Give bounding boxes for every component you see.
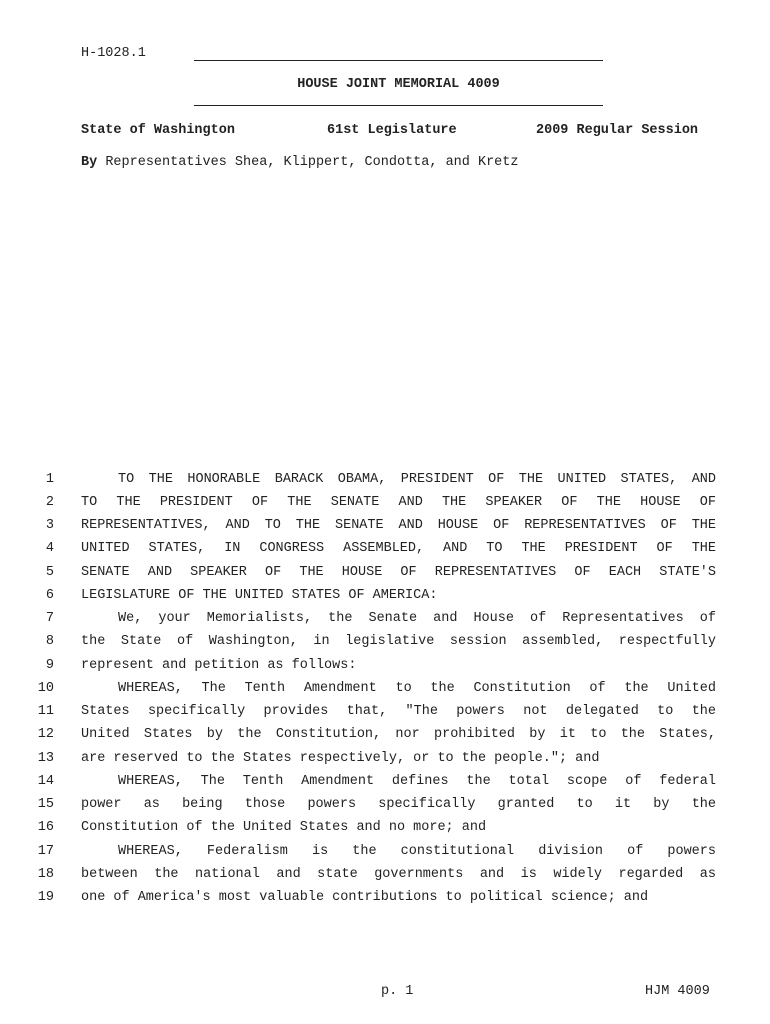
body-line: represent and petition as follows: xyxy=(81,658,357,673)
body-line: Constitution of the United States and no more; and xyxy=(81,820,487,835)
body-line: the State of Washington, in legislative session assembled, respectfully xyxy=(81,634,716,649)
header-rule-bottom xyxy=(194,105,603,106)
document-title: HOUSE JOINT MEMORIAL 4009 xyxy=(297,77,500,92)
session-label: 2009 Regular Session xyxy=(536,123,699,138)
line-number: 4 xyxy=(45,541,54,556)
body-line: We, your Memorialists, the Senate and House of Representatives of xyxy=(118,611,716,626)
header-rule-top xyxy=(194,60,603,61)
legislature-label: 61st Legislature xyxy=(327,123,457,138)
body-line: WHEREAS, Federalism is the constitutional division of powers xyxy=(118,844,716,859)
line-number: 18 xyxy=(37,867,54,882)
footer-doc-id: HJM 4009 xyxy=(645,984,710,999)
body-line: LEGISLATURE OF THE UNITED STATES OF AMERICA: xyxy=(81,588,438,603)
body-line: TO THE HONORABLE BARACK OBAMA, PRESIDENT OF THE UNITED STATES, AND xyxy=(118,472,716,487)
body-line: power as being those powers specifically granted to it by the xyxy=(81,797,716,812)
line-number: 2 xyxy=(45,495,54,510)
body-line: WHEREAS, The Tenth Amendment to the Constitution of the United xyxy=(118,681,716,696)
line-number: 16 xyxy=(37,820,54,835)
body-line: between the national and state governments and is widely regarded as xyxy=(81,867,716,882)
body-line: States specifically provides that, "The powers not delegated to the xyxy=(81,704,716,719)
line-number: 12 xyxy=(37,727,54,742)
state-label: State of Washington xyxy=(81,123,235,138)
line-number: 19 xyxy=(37,890,54,905)
line-number: 8 xyxy=(45,634,54,649)
body-line: REPRESENTATIVES, AND TO THE SENATE AND HOUSE OF REPRESENTATIVES OF THE xyxy=(81,518,716,533)
line-number: 14 xyxy=(37,774,54,789)
line-number: 15 xyxy=(37,797,54,812)
body-line: WHEREAS, The Tenth Amendment defines the total scope of federal xyxy=(118,774,716,789)
line-number: 1 xyxy=(45,472,54,487)
line-number: 10 xyxy=(37,681,54,696)
sponsors: Representatives Shea, Klippert, Condotta, and Kretz xyxy=(105,155,519,170)
body-line: SENATE AND SPEAKER OF THE HOUSE OF REPRESENTATIVES OF EACH STATE'S xyxy=(81,565,716,580)
line-number: 9 xyxy=(45,658,54,673)
body-line: United States by the Constitution, nor prohibited by it to the States, xyxy=(81,727,716,742)
body-line: one of America's most valuable contributions to political science; and xyxy=(81,890,649,905)
line-number: 17 xyxy=(37,844,54,859)
line-number: 6 xyxy=(45,588,54,603)
body-line: UNITED STATES, IN CONGRESS ASSEMBLED, AND TO THE PRESIDENT OF THE xyxy=(81,541,716,556)
line-number: 3 xyxy=(45,518,54,533)
sponsors-line xyxy=(81,155,518,170)
body-line: TO THE PRESIDENT OF THE SENATE AND THE SPEAKER OF THE HOUSE OF xyxy=(81,495,716,510)
line-number: 13 xyxy=(37,751,54,766)
bill-code: H-1028.1 xyxy=(81,46,146,61)
line-number: 7 xyxy=(45,611,54,626)
page-number: p. 1 xyxy=(381,984,414,999)
line-number: 5 xyxy=(45,565,54,580)
by-label: By xyxy=(81,155,98,170)
body-line: are reserved to the States respectively, or to the people."; and xyxy=(81,751,600,766)
line-number: 11 xyxy=(37,704,54,719)
